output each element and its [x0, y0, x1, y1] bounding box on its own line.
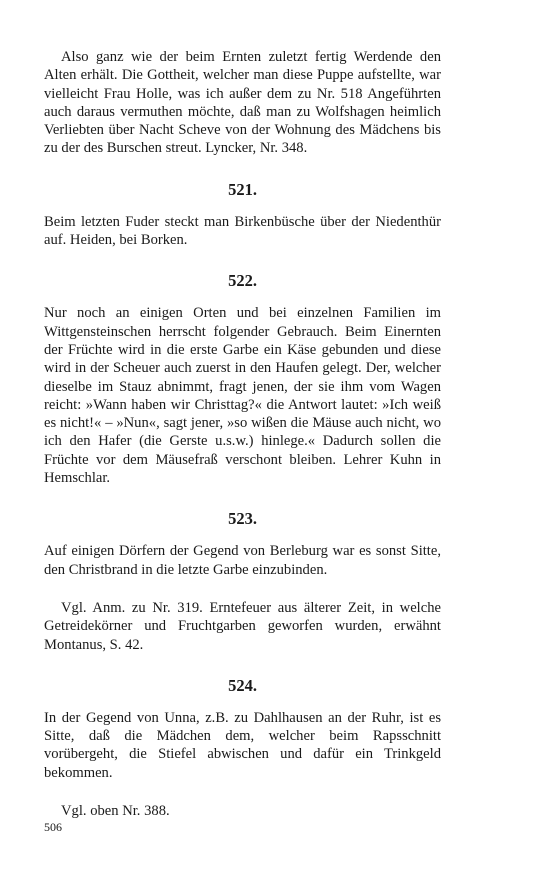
section-521-text: Beim letzten Fuder steckt man Birkenbüsche über der Niedenthür auf. Heiden, bei Borken.	[44, 213, 441, 249]
page-body	[44, 48, 441, 820]
section-522-text: Nur noch an einigen Orten und bei einzelnen Familien im Wittgensteinschen herrscht folgender Gebrauch. Beim Einernten der Früchte wird in die erste Garbe ein Käse gebunden und diese wird in der Scheuer auch zuerst in den Haufen gelegt. Der, welcher dieselbe im Stauz abnimmt, fragt jenen, der sie ihm vom Wagen reicht: »Wann haben wir Christtag?« die Antwort lautet: »Ich weiß es nicht!« – »Nun«, sagt jener, »so wißen die Mäuse auch nicht, wo ich den Hafer (die Gerste u.s.w.) hinlege.« Dadurch sollen die Früchte vor dem Mäusefraß verschont bleiben. Lehrer Kuhn in Hemschlar.	[44, 305, 441, 487]
intro-paragraph: Also ganz wie der beim Ernten zuletzt fertig Werdende den Alten erhält. Die Gottheit, welcher man diese Puppe aufstellte, war vielleicht Frau Holle, was ich außer dem zu Nr. 518 Angeführten auch daraus vermuthen möchte, daß man zu Wolfshagen heimlich Verliebten über Nacht Scheve von der Wohnung des Mädchens bis zu der des Burschen streut. Lyncker, Nr. 348.	[44, 49, 441, 157]
section-522-heading: 522.	[228, 271, 257, 291]
section-523-heading: 523.	[228, 509, 257, 529]
section-524-text: In der Gegend von Unna, z.B. zu Dahlhausen an der Ruhr, ist es Sitte, daß die Mädchen dem, welcher beim Rapsschnitt vorübergeht, die Stiefel abwischen und dafür ein Trinkgeld bekommen.	[44, 709, 441, 781]
page-number: 506	[44, 820, 62, 834]
section-523-text: Auf einigen Dörfern der Gegend von Berleburg war es sonst Sitte, den Christbrand in die letzte Garbe einzubinden.	[44, 543, 441, 578]
section-524-heading: 524.	[228, 675, 257, 695]
section-521-heading: 521.	[228, 179, 257, 199]
section-523-note: Vgl. Anm. zu Nr. 319. Erntefeuer aus älterer Zeit, in welche Getreidekörner und Fruchtgarben geworfen wurden, erwähnt Montanus, S. 42.	[44, 599, 441, 653]
section-524-note: Vgl. oben Nr. 388.	[61, 803, 170, 820]
